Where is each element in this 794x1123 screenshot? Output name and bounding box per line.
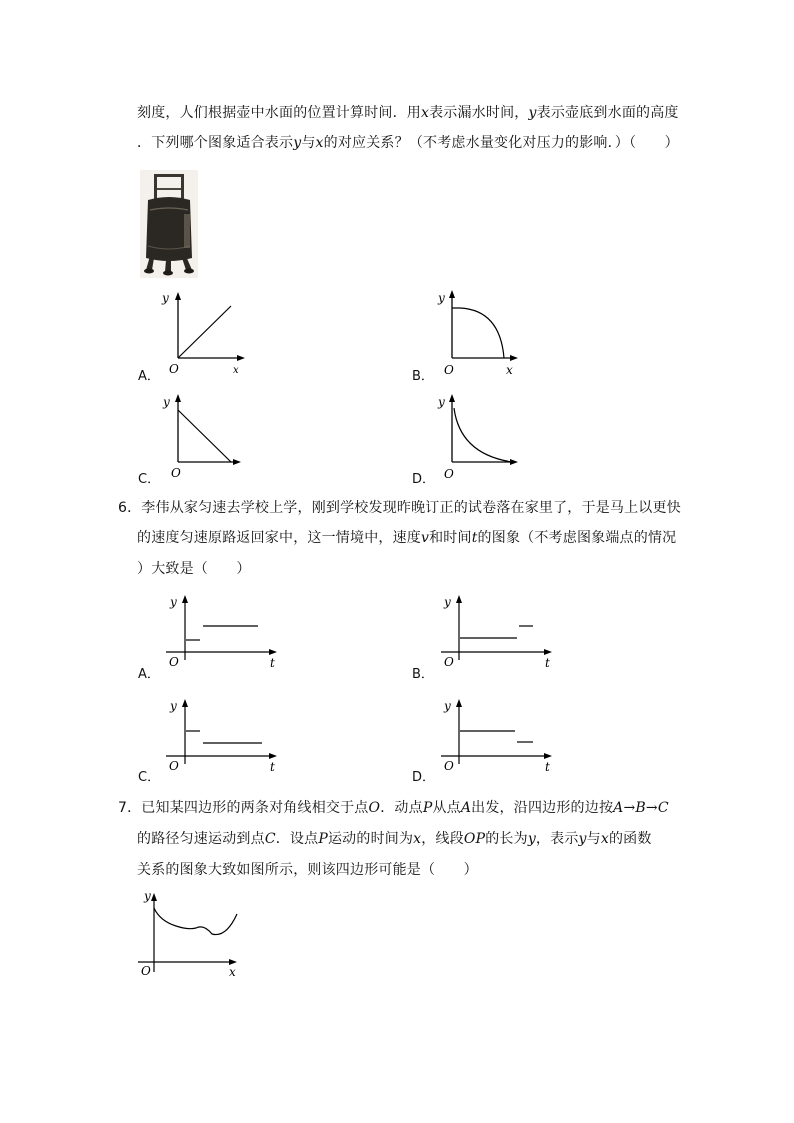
q5b-x-label: x [506,363,513,377]
q6-graph-c[interactable] [160,694,285,779]
q7-x-label: x [229,965,236,979]
q5-graph-d[interactable] [430,392,530,482]
q6a-y-label: y [170,595,177,609]
q5-text-line-1: 刻度，人们根据壶中水面的位置计算时间．用x表示漏水时间，y表示壶底到水面的高度 [137,105,679,121]
q5-option-d-label[interactable]: D． [412,472,436,487]
q6b-x-label: t [545,656,550,670]
q6d-x-label: t [545,760,550,774]
water-clock-photo [140,170,198,278]
q7-text-line-2: 的路径匀速运动到点C．设点P运动的时间为x，线段OP的长为y，表示y与x的函数 [137,831,652,847]
q5b-origin-label: O [444,363,454,377]
q5d-y-label: y [438,395,445,409]
q7-graph [130,886,250,981]
q5a-x-label: x [233,365,239,376]
q5b-y-label: y [438,291,445,305]
q6-option-c-label[interactable]: C． [138,770,161,785]
q6d-origin-label: O [444,759,454,773]
q5-option-c-label[interactable]: C． [138,472,161,487]
q5c-y-label: y [163,395,170,409]
q5a-y-label: y [162,291,169,305]
q5-graph-c[interactable] [155,392,255,482]
q7-text-line-1: 7．已知某四边形的两条对角线相交于点O．动点P从点A出发，沿四边形的边按A→B→C [118,800,669,816]
q6-graph-d[interactable] [435,694,560,779]
q6d-y-label: y [444,699,451,713]
q7-text-line-3: 关系的图象大致如图所示，则该四边形可能是（ ） [137,862,478,878]
q5-graph-a[interactable] [155,290,255,380]
q7-origin-label: O [141,964,151,978]
q6-text-line-1: 6．李伟从家匀速去学校上学，刚到学校发现昨晚订正的试卷落在家里了，于是马上以更快 [118,500,681,516]
q5d-origin-label: O [444,467,454,481]
q6-text-line-2: 的速度匀速原路返回家中，这一情境中，速度v和时间t的图象（不考虑图象端点的情况 [137,530,677,546]
q6-option-a-label[interactable]: A． [138,667,160,682]
q6b-y-label: y [444,595,451,609]
q7-y-label: y [144,889,151,903]
q6a-x-label: t [270,656,275,670]
q5-text-line-2: ．下列哪个图象适合表示y与x的对应关系？（不考虑水量变化对压力的影响．）（ ） [137,135,679,151]
q5a-origin-label: O [169,362,179,376]
q5-option-a-label[interactable]: A． [138,369,160,384]
q6-text-line-3: ）大致是（ ） [137,561,251,577]
q6-graph-b[interactable] [435,590,560,675]
q6a-origin-label: O [169,655,179,669]
q6c-origin-label: O [169,759,179,773]
q6b-origin-label: O [444,655,454,669]
q6c-y-label: y [170,699,177,713]
q6-option-d-label[interactable]: D． [412,770,436,785]
q5c-origin-label: O [171,466,181,480]
q6-graph-a[interactable] [160,590,285,675]
q5-graph-b[interactable] [430,288,530,380]
q6c-x-label: t [270,760,275,774]
q5-option-b-label[interactable]: B． [412,369,434,384]
q6-option-b-label[interactable]: B． [412,667,434,682]
